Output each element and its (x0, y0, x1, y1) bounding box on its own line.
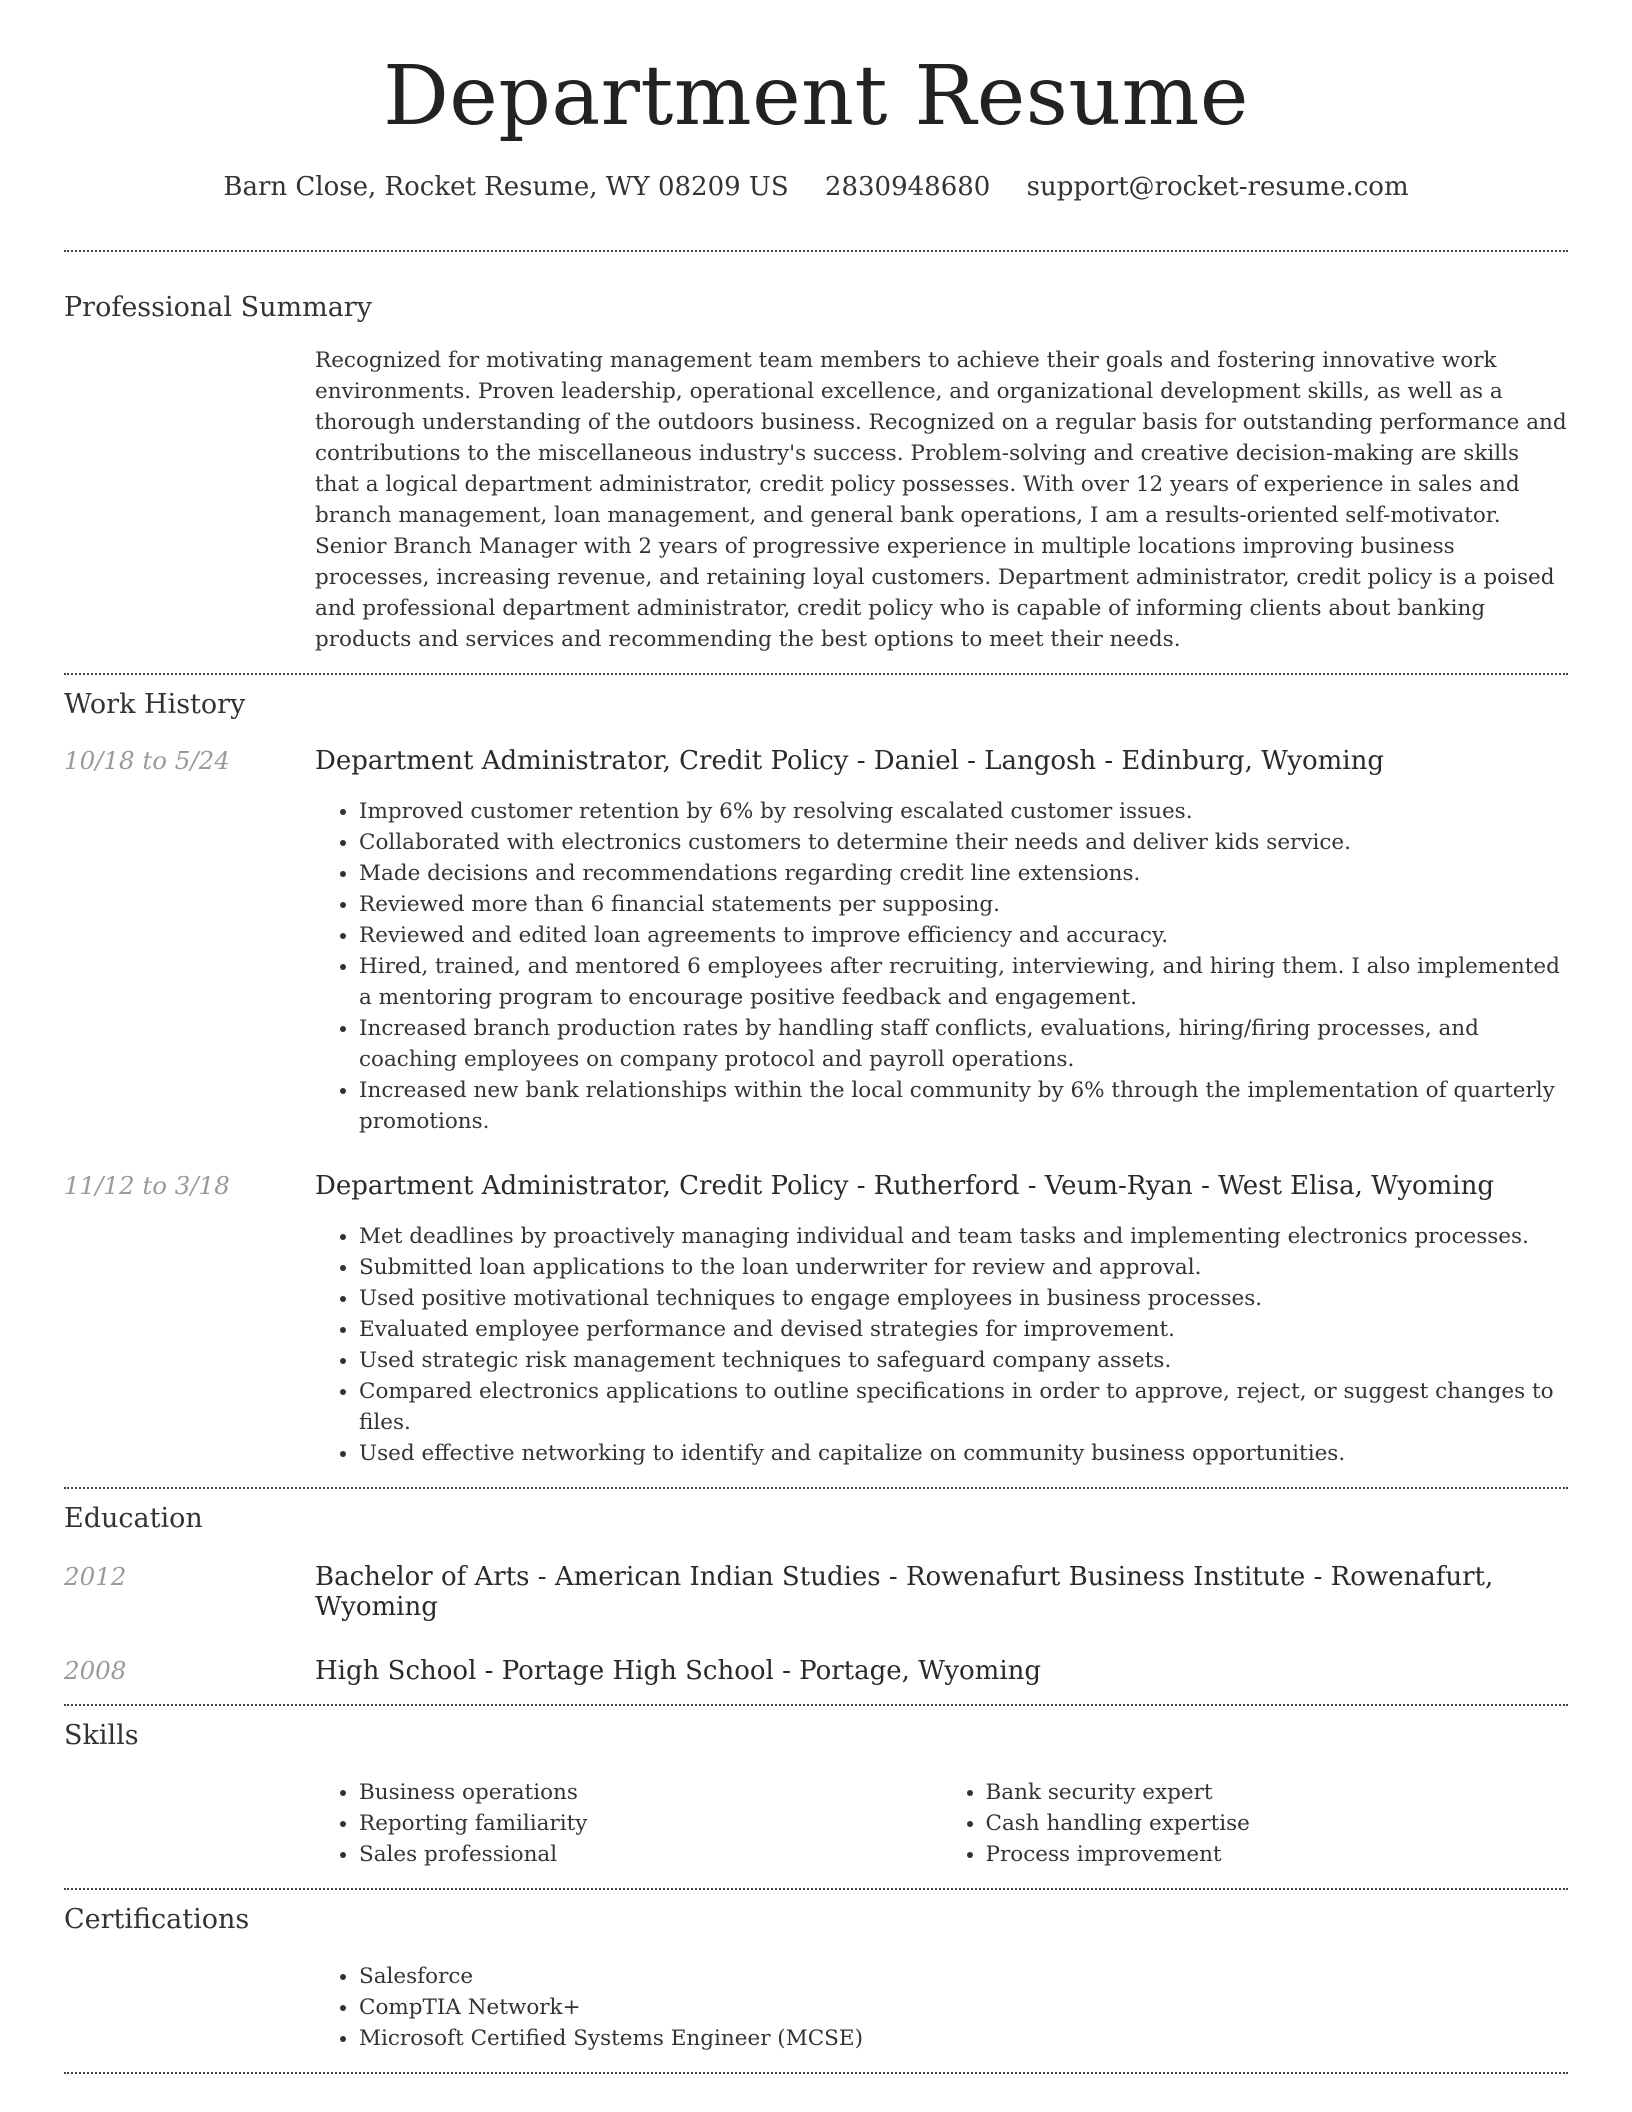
list-item: • Process improvement (986, 1839, 1569, 1870)
education-entry (64, 1562, 1568, 1622)
job-dates: 10/18 to 5/24 (64, 746, 230, 776)
list-item: • Collaborated with electronics customers to determine their needs and deliver kids service. (359, 827, 1568, 858)
section-title-work: Work History (64, 689, 246, 721)
list-item: • Compared electronics applications to outline specifications in order to approve, reject, or suggest changes to files. (359, 1376, 1568, 1438)
job-title: Department Administrator, Credit Policy - Daniel - Langosh - Edinburg, Wyoming (315, 746, 1384, 777)
contact-line (64, 172, 1568, 202)
list-item: • Reviewed and edited loan agreements to improve efficiency and accuracy. (359, 920, 1568, 951)
list-item: • Cash handling expertise (986, 1808, 1569, 1839)
skills-list-right (942, 1777, 1569, 1870)
resume-name: Department Resume (383, 49, 1249, 144)
list-item: • Increased branch production rates by handling staff conflicts, evaluations, hiring/firing processes, and coaching employees on company protocol and payroll operations. (359, 1013, 1568, 1075)
education-year: 2008 (64, 1656, 127, 1686)
list-item: • Bank security expert (986, 1777, 1569, 1808)
job-dates: 11/12 to 3/18 (64, 1171, 230, 1201)
section-title-education: Education (64, 1503, 203, 1535)
phone: 2830948680 (824, 172, 991, 203)
skills-list-left (315, 1777, 942, 1870)
list-item: • Increased new bank relationships within the local community by 6% through the implementation of quarterly promotions. (359, 1075, 1568, 1137)
job-title: Department Administrator, Credit Policy - Rutherford - Veum-Ryan - West Elisa, Wyoming (315, 1171, 1495, 1202)
list-item: • Reporting familiarity (359, 1808, 942, 1839)
list-item: • Microsoft Certified Systems Engineer (MCSE) (359, 2023, 1568, 2054)
skills-section (64, 1706, 1568, 1870)
work-history-section (64, 675, 1568, 1469)
summary-text: Recognized for motivating management team members to achieve their goals and fostering innovative work environments. Proven leadership, operational excellence, and organizational development skills, as well as a thorough understanding of the outdoors business. Recognized on a regular basis for outstanding performance and contributions to the miscellaneous industry's success. Problem-solving and creative decision-making are skills that a logical department administrator, credit policy possesses. With over 12 years of experience in sales and branch management, loan management, and general bank operations, I am a results-oriented self-motivator. Senior Branch Manager with 2 years of progressive experience in multiple locations improving business processes, increasing revenue, and retaining loyal customers. Department administrator, credit policy is a poised and professional department administrator, credit policy who is capable of informing clients about banking products and services and recommending the best options to meet their needs. (315, 348, 1567, 653)
list-item: • Salesforce (359, 1961, 1568, 1992)
list-item: • Submitted loan applications to the loan underwriter for review and approval. (359, 1252, 1568, 1283)
section-title-summary: Professional Summary (64, 292, 372, 324)
list-item: • Hired, trained, and mentored 6 employees after recruiting, interviewing, and hiring them. I also implemented a mentoring program to encourage positive feedback and engagement. (359, 951, 1568, 1013)
certifications-section (64, 1890, 1568, 2054)
section-title-certifications: Certifications (64, 1904, 250, 1936)
resume-header (64, 0, 1568, 202)
education-details: High School - Portage High School - Portage, Wyoming (315, 1656, 1042, 1687)
list-item: • Improved customer retention by 6% by resolving escalated customer issues. (359, 796, 1568, 827)
list-item: • CompTIA Network+ (359, 1992, 1568, 2023)
education-year: 2012 (64, 1562, 127, 1592)
job-bullets (315, 796, 1568, 1137)
list-item: • Used positive motivational techniques to engage employees in business processes. (359, 1283, 1568, 1314)
job-entry (64, 746, 1568, 776)
list-item: • Used strategic risk management techniques to safeguard company assets. (359, 1345, 1568, 1376)
list-item: • Used effective networking to identify and capitalize on community business opportunities. (359, 1438, 1568, 1469)
list-item: • Made decisions and recommendations regarding credit line extensions. (359, 858, 1568, 889)
education-section (64, 1489, 1568, 1686)
list-item: • Sales professional (359, 1839, 942, 1870)
list-item: • Met deadlines by proactively managing individual and team tasks and implementing electronics processes. (359, 1221, 1568, 1252)
education-details: Bachelor of Arts - American Indian Studies - Rowenafurt Business Institute - Rowenafurt, Wyoming (315, 1562, 1494, 1623)
certifications-list (315, 1961, 1568, 2054)
section-title-skills: Skills (64, 1720, 139, 1752)
email: support@rocket-resume.com (1026, 172, 1409, 203)
summary-section (64, 252, 1568, 655)
list-item: • Business operations (359, 1777, 942, 1808)
job-entry (64, 1171, 1568, 1201)
list-item: • Reviewed more than 6 financial statements per supposing. (359, 889, 1568, 920)
divider (64, 2072, 1568, 2074)
job-bullets (315, 1221, 1568, 1469)
education-entry (64, 1656, 1568, 1686)
address: Barn Close, Rocket Resume, WY 08209 US (223, 172, 789, 203)
list-item: • Evaluated employee performance and devised strategies for improvement. (359, 1314, 1568, 1345)
